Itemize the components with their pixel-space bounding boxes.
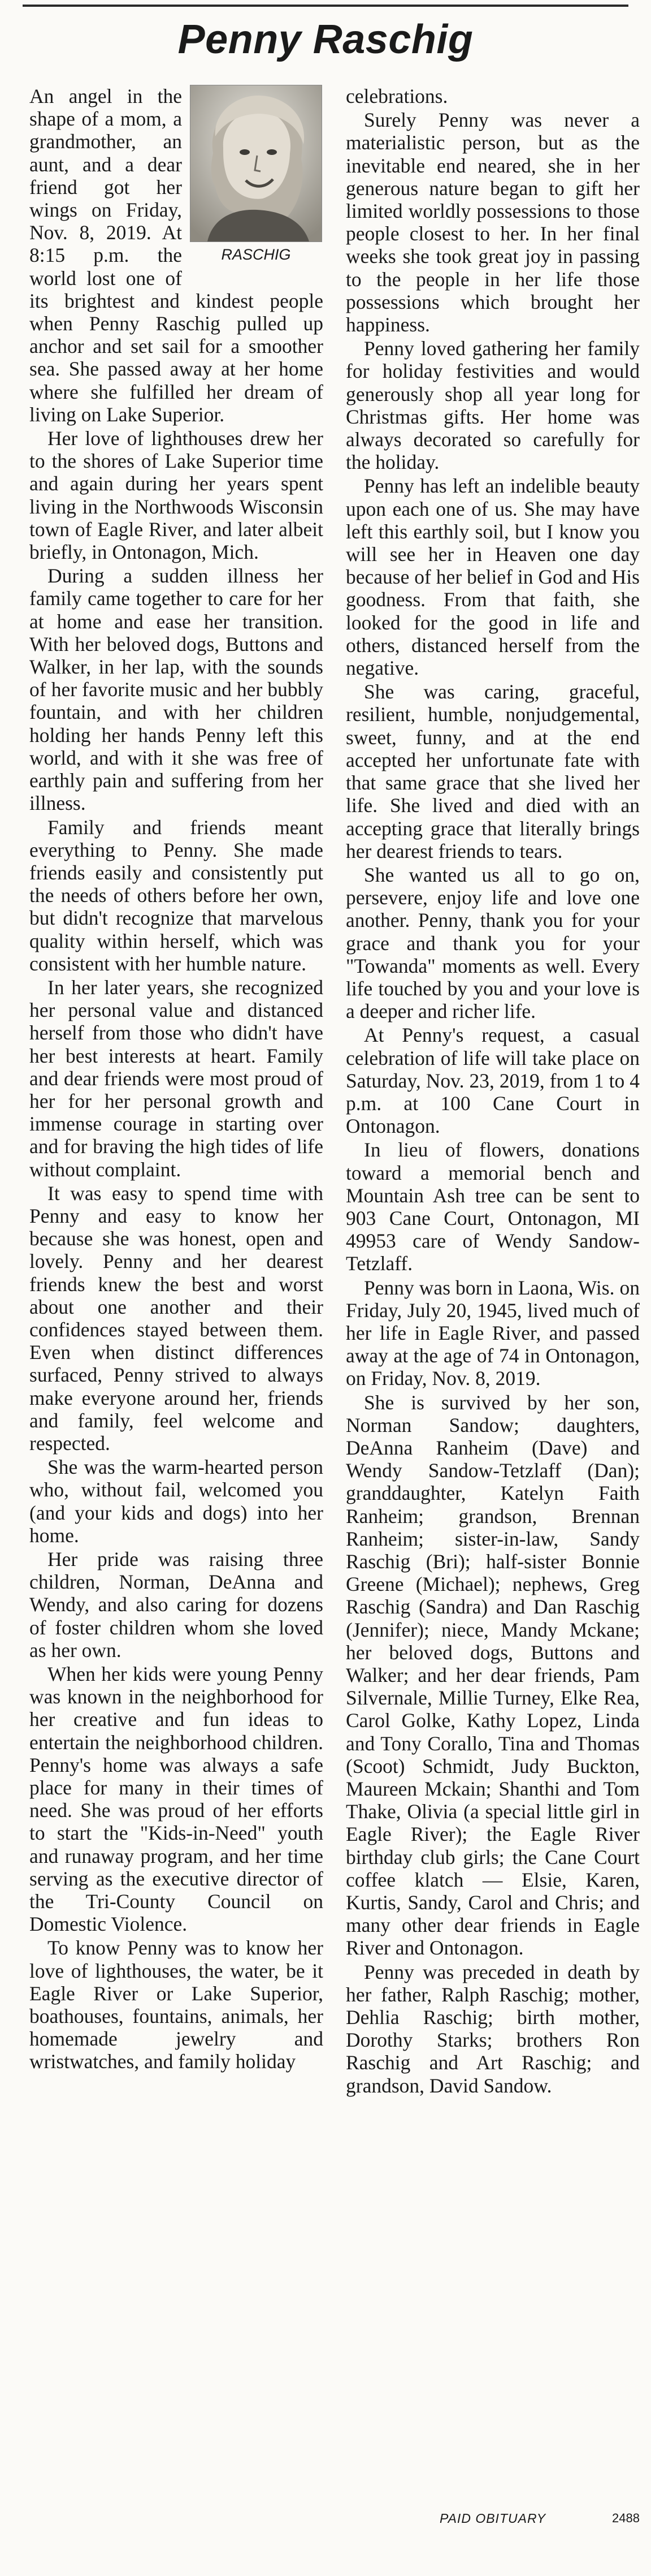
portrait-box (189, 85, 323, 265)
paragraph: She is survived by her son, Norman Sandow; daughters, DeAnna Ranheim (Dave) and Wendy Sandow-Tetzlaff (Dan); granddaughter, Katelyn Faith Ranheim; grandson, Brennan Ranheim; sister-in-law, Sandy Raschig (Bri); half-sister Bonnie Greene (Michael); nephews, Greg Raschig (Sandra) and Dan Raschig (Jennifer); niece, Mandy Mckane; her beloved dogs, Buttons and Walker; and her dear friends, Pam Silvernale, Millie Turney, Elke Rea, Carol Golke, Kathy Lopez, Linda and Tony Corallo, Tina and Thomas (Scoot) Schmidt, Judy Buckton, Maureen Mckain; Shanthi and Tom Thake, Olivia (a special little girl in Eagle River); the Eagle River birthday club girls; the Cane Court coffee klatch — Elsie, Karen, Kurtis, Sandy, Carol and Chris; and many other dear friends in Eagle River and Ontonagon. (346, 1391, 640, 1960)
portrait-caption: RASCHIG (221, 246, 291, 263)
paragraph: When her kids were young Penny was known in the neighborhood for her creative and fun ideas to entertain the neighborhood children. Penny's home was always a safe place for many in their times of need. She was proud of her efforts to start the "Kids-in-Need" youth and runaway program, and her time serving as the executive director of the Tri-County Council on Domestic Violence. (29, 1663, 323, 1936)
top-rule (23, 5, 628, 7)
paragraph: To know Penny was to know her love of lighthouses, the water, be it Eagle River or Lake Superior, boathouses, fountains, animals, her homemade jewelry and wristwatches, and family holiday (29, 1936, 323, 2073)
paragraph: She was the warm-hearted person who, without fail, welcomed you (and your kids and dogs) into her home. (29, 1456, 323, 1547)
paragraph: She wanted us all to go on, persevere, enjoy life and love one another. Penny, thank you for your grace and thank you for your "Towanda" moments as well. Every life touched by you and your love is a deeper and richer life. (346, 863, 640, 1023)
paragraph: Her love of lighthouses drew her to the shores of Lake Superior time and again during her years spent living in the Northwoods Wisconsin town of Eagle River, and later albeit briefly, in Ontonagon, Mich. (29, 427, 323, 564)
ad-number: 2488 (612, 2511, 640, 2525)
paragraph: It was easy to spend time with Penny and easy to know her because she was honest, open and lovely. Penny and her dearest friends knew the best and worst about one another and their confidences stayed between them. Even when distinct differences surfaced, Penny strived to always make everyone around her, friends and family, feel welcome and respected. (29, 1181, 323, 1455)
paragraph: She was caring, graceful, resilient, humble, nonjudgemental, sweet, funny, and at the end accepted her unfortunate fate with that same grace that she lived her life. She lived and died with an accepting grace that literally brings her dearest friends to tears. (346, 680, 640, 862)
paragraph: At Penny's request, a casual celebration of life will take place on Saturday, Nov. 23, 2019, from 1 to 4 p.m. at 100 Cane Court in Ontonagon. (346, 1024, 640, 1138)
paragraph: Her pride was raising three children, Norman, DeAnna and Wendy, and also caring for dozens of foster children whom she loved as her own. (29, 1548, 323, 1662)
paragraph: An angel in the shape of a mom, a grandmother, an aunt, and a dear friend got her wings on Friday, Nov. 8, 2019. At 8:15 p.m. the world lost one of its brightest and kindest people when Penny Raschig pulled up anchor and set sail for a smoother sea. She passed away at her home where she fulfilled her dream of living on Lake Superior. (29, 85, 323, 426)
paragraph: Penny has left an indelible beauty upon each one of us. She may have left this earthly soil, but I know you will see her in Heaven one day because of her belief in God and His goodness. From that faith, she looked for the good in life and others, distanced herself from the negative. (346, 474, 640, 680)
portrait-image-icon (190, 85, 322, 241)
left-column (29, 85, 323, 2074)
paragraph: Penny was born in Laona, Wis. on Friday, July 20, 1945, lived much of her life in Eagle River, and passed away at the age of 74 in Ontonagon, on Friday, Nov. 8, 2019. (346, 1276, 640, 1390)
paragraph: Surely Penny was never a materialistic person, but as the inevitable end neared, she in her generous nature began to gift her limited worldly possessions to those people closest to her. In her final weeks she took great joy in passing to the people in her life those possessions which brought her happiness. (346, 109, 640, 336)
paragraph: Penny loved gathering her family for holiday festivities and would generously shop all year long for Christmas gifts. Her home was always decorated so carefully for the holiday. (346, 337, 640, 474)
paragraph: Family and friends meant everything to Penny. She made friends easily and consistently put the needs of others before her own, but didn't recognize that marvelous quality within herself, which was consistent with her humble nature. (29, 815, 323, 975)
paragraph: Penny was preceded in death by her father, Ralph Raschig; mother, Dehlia Raschig; birth mother, Dorothy Starks; brothers Ron Raschig and Art Raschig; and grandson, David Sandow. (346, 1960, 640, 2097)
paragraph: celebrations. (346, 85, 448, 107)
paid-obituary-label: PAID OBITUARY (439, 2511, 546, 2526)
paragraph: In lieu of flowers, donations toward a memorial bench and Mountain Ash tree can be sent to 903 Cane Court, Ontonagon, MI 49953 care of Wendy Sandow-Tetzlaff. (346, 1138, 640, 1275)
paragraph: During a sudden illness her family came together to care for her at home and ease her transition. With her beloved dogs, Buttons and Walker, in her lap, with the sounds of her favorite music and her bubbly fountain, and with her children holding her hands Penny left this world, and with it she was free of earthly pain and suffering from her illness. (29, 564, 323, 815)
right-column (346, 85, 640, 2098)
paragraph: In her later years, she recognized her personal value and distanced herself from those who didn't have her best interests at heart. Family and dear friends were most proud of her for her personal growth and immense courage in starting over and for braving the high tides of life without complaint. (29, 976, 323, 1181)
footer (346, 2511, 640, 2534)
headline: Penny Raschig (177, 17, 474, 62)
portrait-photo (190, 85, 322, 242)
